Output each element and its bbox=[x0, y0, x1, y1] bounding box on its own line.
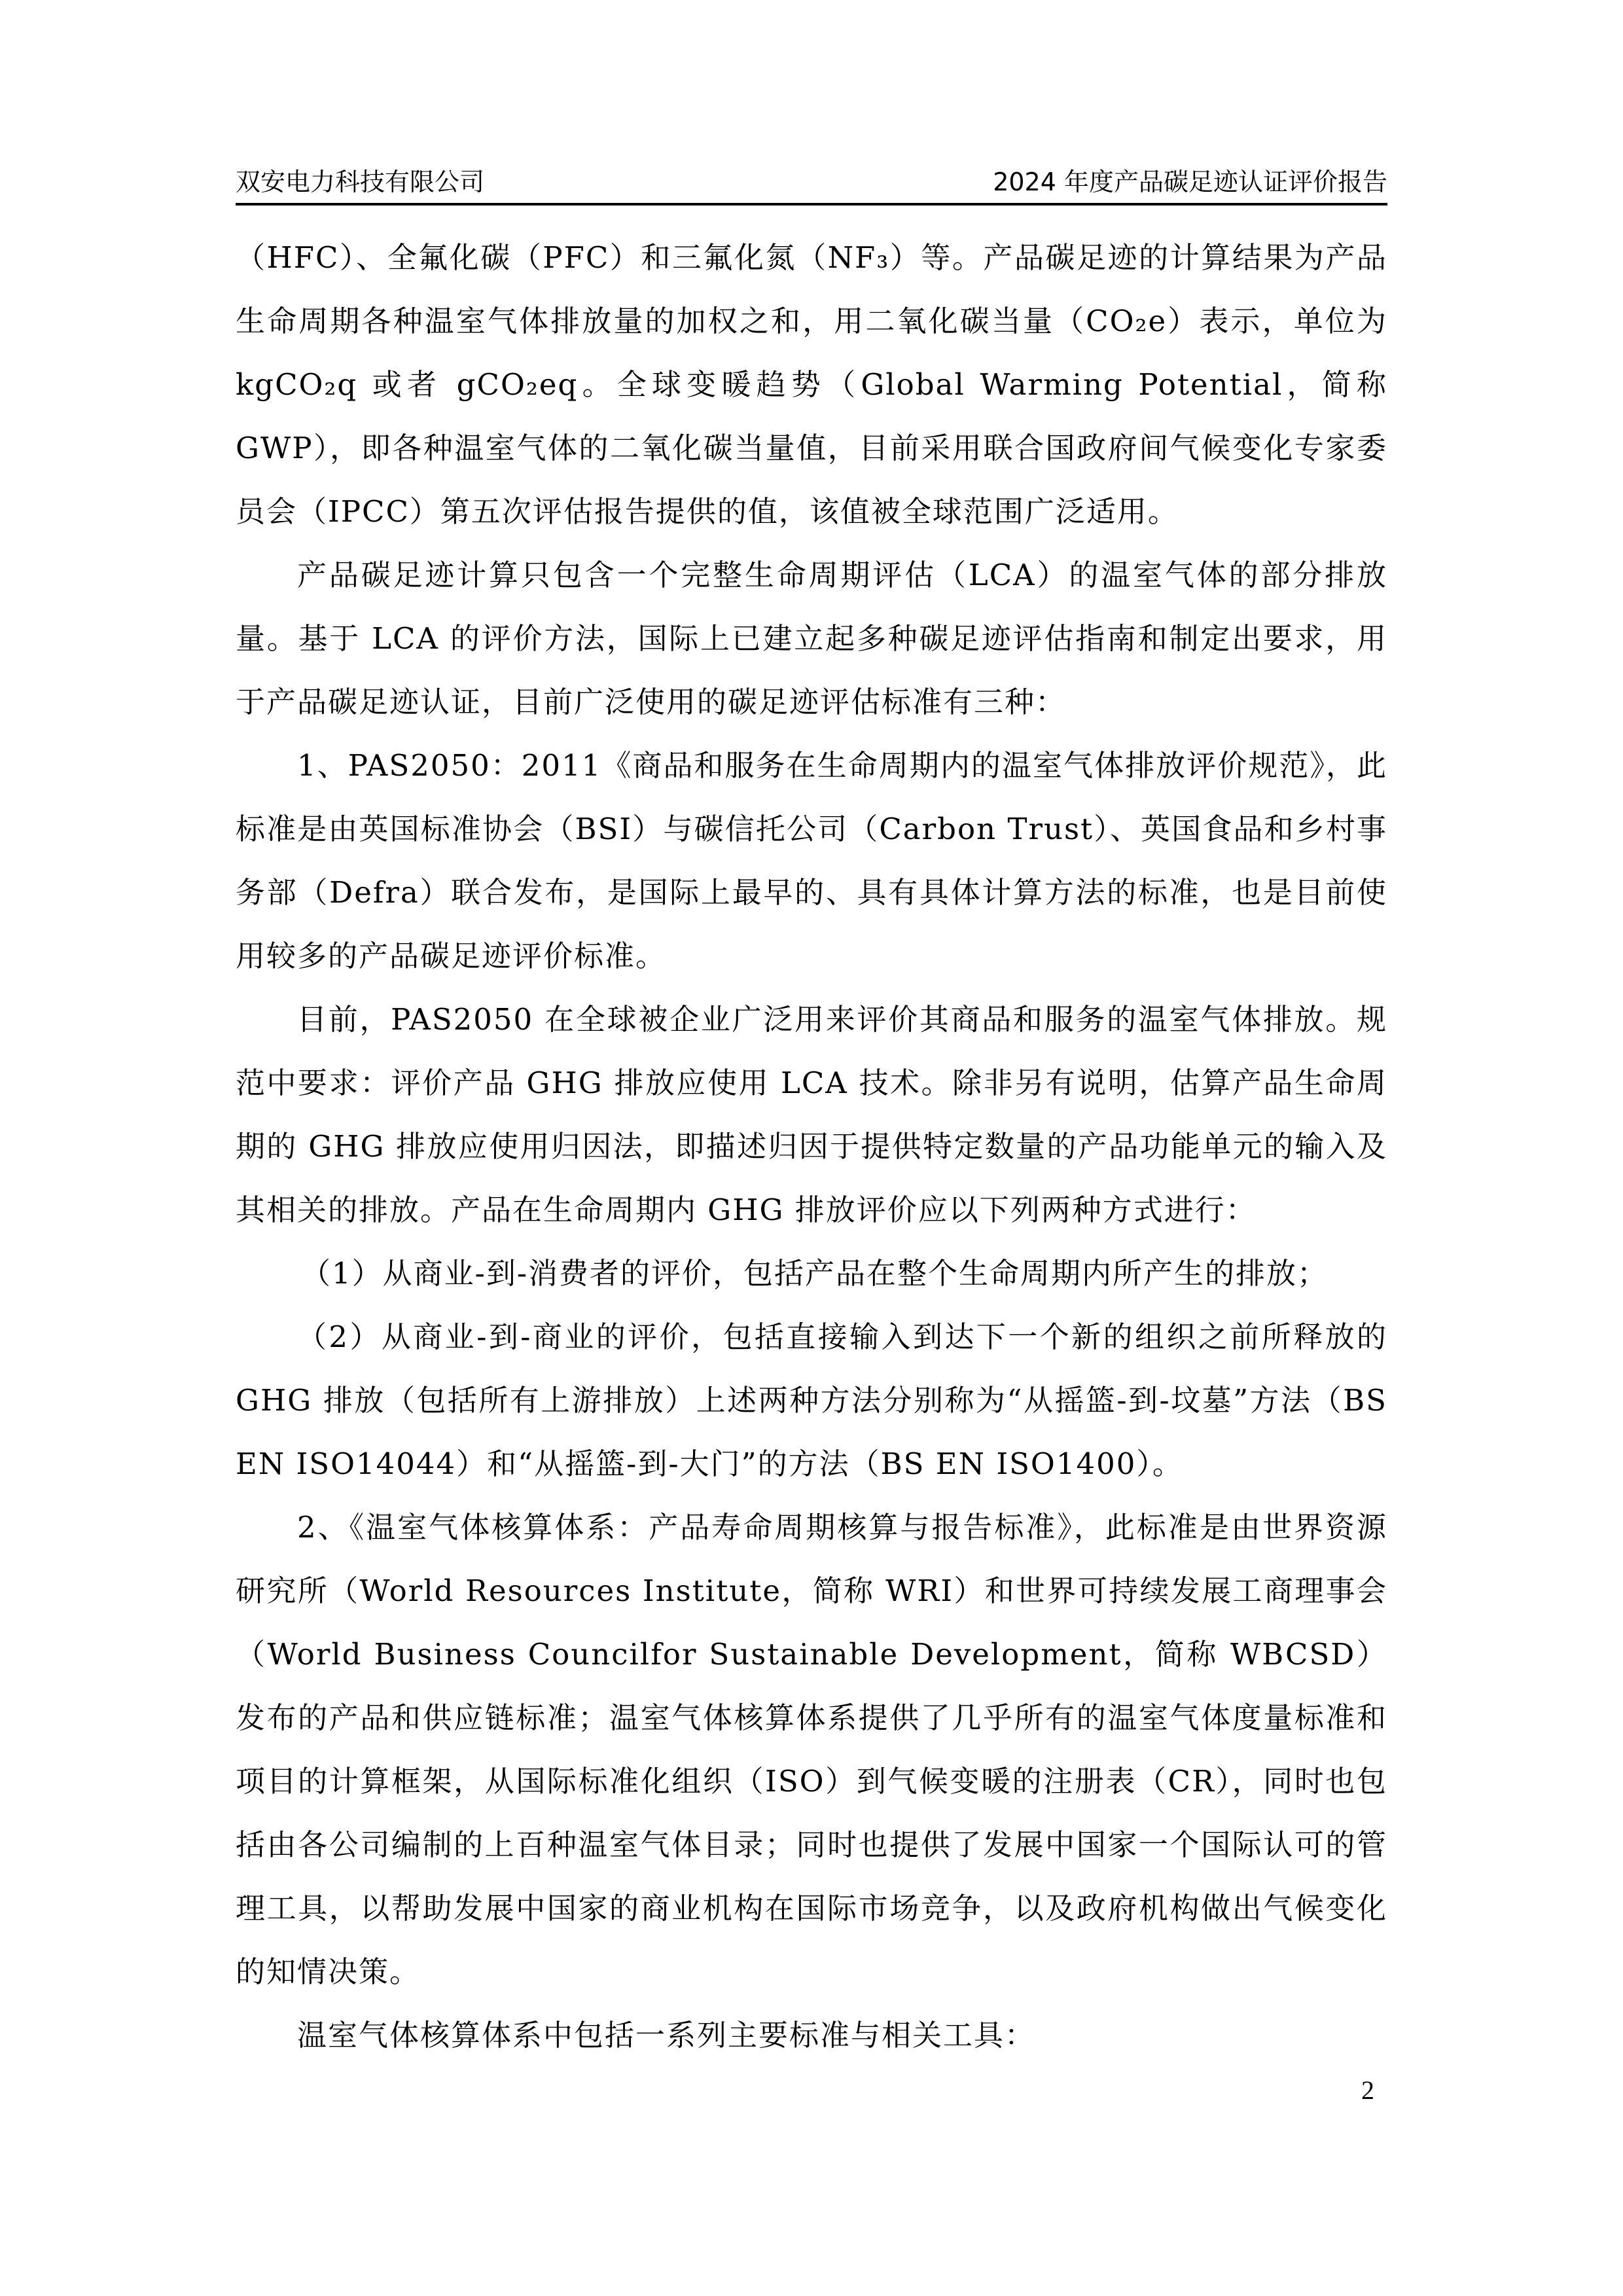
paragraph-ghg-intro: （HFC）、全氟化碳（PFC）和三氟化氮（NF₃）等。产品碳足迹的计算结果为产品生命周期各种温室气体排放量的加权之和，用二氧化碳当量（CO₂e）表示，单位为kgCO₂q 或者 gCO₂eq。全球变暖趋势（Global Warming Potential，简称 GWP），即各种温室气体的二氧化碳当量值，目前采用联合国政府间气候变化专家委员会（IPCC）第五次评估报告提供的值，该值被全球范围广泛适用。 bbox=[236, 240, 1387, 529]
document-body bbox=[236, 226, 1387, 2067]
paragraph-ghg-tools: 温室气体核算体系中包括一系列主要标准与相关工具： bbox=[297, 2018, 1036, 2053]
list-item-b2b: （2）从商业-到-商业的评价，包括直接输入到达下一个新的组织之前所释放的 GHG 排放（包括所有上游排放）上述两种方法分别称为“从摇篮-到-坟墓”方法（BS EN ISO14044）和“从摇篮-到-大门”的方法（BS EN ISO1400）。 bbox=[236, 1319, 1387, 1481]
list-item-b2c: （1）从商业-到-消费者的评价，包括产品在整个生命周期内所产生的排放； bbox=[301, 1256, 1329, 1291]
paragraph-lca-standards: 产品碳足迹计算只包含一个完整生命周期评估（LCA）的温室气体的部分排放量。基于 LCA 的评价方法，国际上已建立起多种碳足迹评估指南和制定出要求，用于产品碳足迹认证，目前广泛使用的碳足迹评估标准有三种： bbox=[236, 558, 1387, 719]
paragraph-ghg-protocol: 2、《温室气体核算体系：产品寿命周期核算与报告标准》，此标准是由世界资源研究所（World Resources Institute，简称 WRI）和世界可持续发展工商理事会（World Business Councilfor Sustainable Development，简称 WBCSD）发布的产品和供应链标准；温室气体核算体系提供了几乎所有的温室气体度量标准和项目的计算框架，从国际标准化组织（ISO）到气候变暖的注册表（CR），同时也包括由各公司编制的上百种温室气体目录；同时也提供了发展中国家一个国际认可的管理工具，以帮助发展中国家的商业机构在国际市场竞争，以及政府机构做出气候变化的知情决策。 bbox=[236, 1510, 1387, 1989]
page-header bbox=[236, 151, 1387, 206]
paragraph-pas2050: 1、PAS2050：2011《商品和服务在生命周期内的温室气体排放评价规范》，此标准是由英国标准协会（BSI）与碳信托公司（Carbon Trust）、英国食品和乡村事务部（Defra）联合发布，是国际上最早的、具有具体计算方法的标准，也是目前使用较多的产品碳足迹评价标准。 bbox=[236, 748, 1387, 973]
paragraph-pas2050-usage: 目前，PAS2050 在全球被企业广泛用来评价其商品和服务的温室气体排放。规范中要求：评价产品 GHG 排放应使用 LCA 技术。除非另有说明，估算产品生命周期的 GHG 排放应使用归因法，即描述归因于提供特定数量的产品功能单元的输入及其相关的排放。产品在生命周期内 GHG 排放评价应以下列两种方式进行： bbox=[236, 1002, 1387, 1227]
page-number: 2 bbox=[1361, 2075, 1374, 2105]
header-company-name: 双安电力科技有限公司 bbox=[236, 168, 485, 196]
header-report-title: 2024 年度产品碳足迹认证评价报告 bbox=[993, 168, 1387, 196]
